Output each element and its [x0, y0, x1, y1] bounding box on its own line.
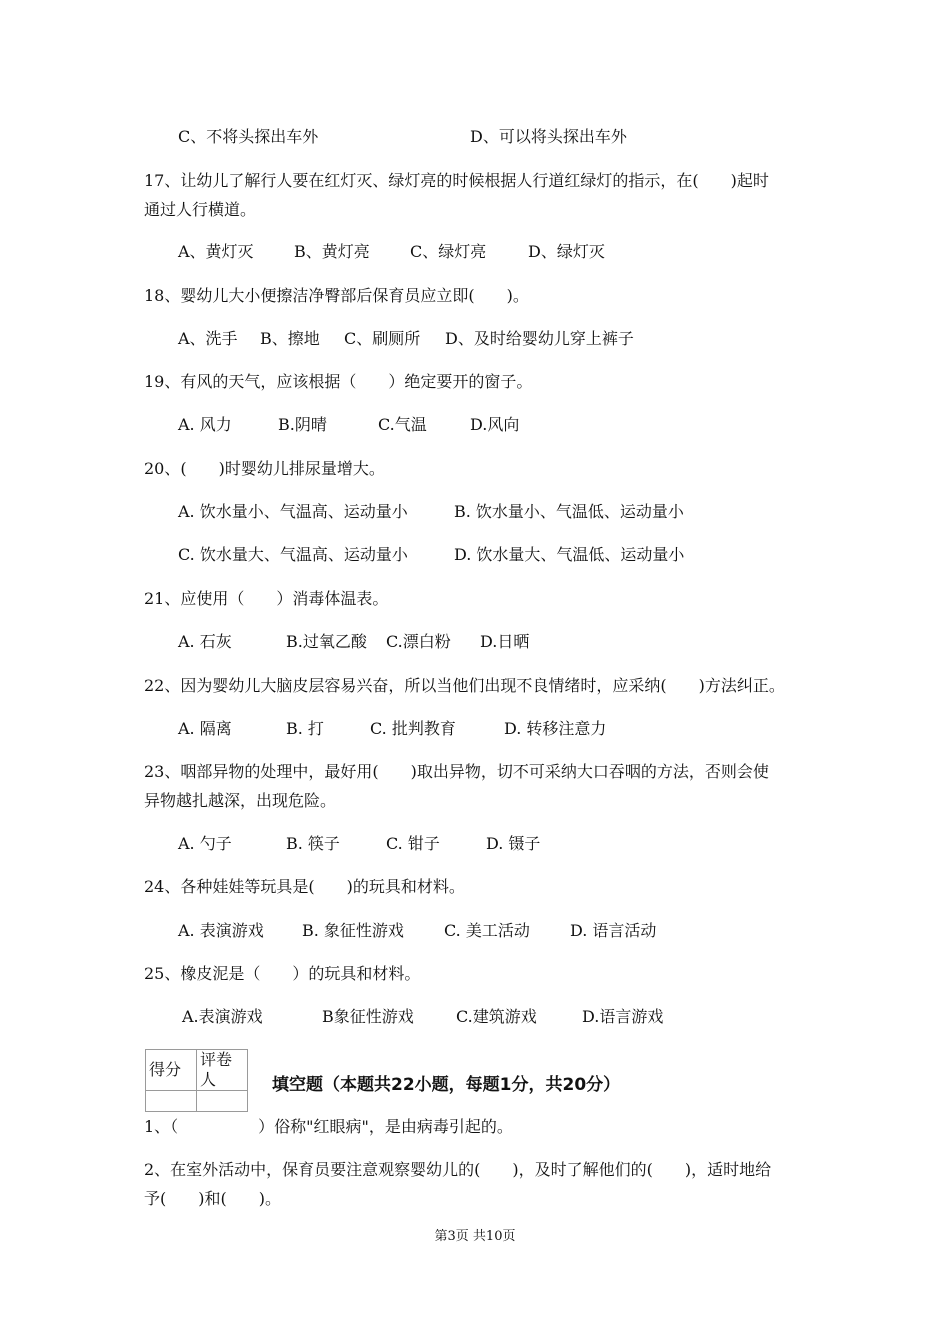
q18-text: 18、婴幼儿大小便擦洁净臀部后保育员应立即( )。 [144, 286, 529, 305]
q25-option-b: B象征性游戏 [322, 1007, 414, 1026]
score-label: 得分 [146, 1050, 197, 1091]
q18-option-b: B、擦地 [260, 329, 320, 348]
q23-text-line1: 23、咽部异物的处理中，最好用( )取出异物，切不可采纳大口吞咽的方法，否则会使 [144, 762, 769, 781]
score-cell [146, 1091, 197, 1112]
q18-option-a: A、洗手 [178, 329, 238, 348]
q24-option-d: D. 语言活动 [570, 921, 657, 940]
q19-option-c: C.气温 [378, 415, 427, 434]
q16-option-d: D、可以将头探出车外 [470, 127, 627, 146]
q21-option-a: A. 石灰 [178, 632, 232, 651]
q20-option-c: C. 饮水量大、气温高、运动量小 [178, 545, 408, 564]
q22-option-b: B. 打 [286, 719, 324, 738]
q20-option-b: B. 饮水量小、气温低、运动量小 [454, 502, 684, 521]
q17-option-b: B、黄灯亮 [294, 242, 370, 261]
q21-option-c: C.漂白粉 [386, 632, 451, 651]
q17-option-c: C、绿灯亮 [410, 242, 487, 261]
q23-text-line2: 异物越扎越深，出现危险。 [144, 791, 337, 810]
grader-cell [197, 1091, 248, 1112]
q22-option-a: A. 隔离 [178, 719, 232, 738]
q23-option-c: C. 钳子 [386, 834, 440, 853]
score-table [145, 1049, 248, 1112]
q25-text: 25、橡皮泥是（ ）的玩具和材料。 [144, 964, 421, 983]
q25-option-c: C.建筑游戏 [456, 1007, 537, 1026]
q20-text: 20、( )时婴幼儿排尿量增大。 [144, 459, 385, 478]
q23-option-a: A. 勺子 [178, 834, 232, 853]
q19-option-a: A. 风力 [178, 415, 232, 434]
q24-option-b: B. 象征性游戏 [302, 921, 404, 940]
q18-option-c: C、刷厕所 [344, 329, 421, 348]
q20-option-d: D. 饮水量大、气温低、运动量小 [454, 545, 685, 564]
q25-option-a: A.表演游戏 [182, 1007, 263, 1026]
q22-option-c: C. 批判教育 [370, 719, 456, 738]
q19-text: 19、有风的天气，应该根据（ ）绝定要开的窗子。 [144, 372, 533, 391]
fill1-text: 1、（ ）俗称"红眼病"，是由病毒引起的。 [144, 1117, 513, 1136]
q18-option-d: D、及时给婴幼儿穿上裤子 [445, 329, 634, 348]
q17-option-a: A、黄灯灭 [178, 242, 254, 261]
section-title: 填空题（本题共22小题，每题1分，共20分） [272, 1075, 621, 1095]
q25-option-d: D.语言游戏 [582, 1007, 664, 1026]
q24-option-c: C. 美工活动 [444, 921, 530, 940]
q17-option-d: D、绿灯灭 [528, 242, 605, 261]
q22-option-d: D. 转移注意力 [504, 719, 607, 738]
grader-label: 评卷人 [197, 1050, 248, 1091]
q17-text-line1: 17、让幼儿了解行人要在红灯灭、绿灯亮的时候根据人行道红绿灯的指示，在( )起时 [144, 171, 769, 190]
q21-option-d: D.日晒 [480, 632, 530, 651]
page-footer: 第3页 共10页 [434, 1229, 516, 1244]
q24-option-a: A. 表演游戏 [178, 921, 264, 940]
q22-text: 22、因为婴幼儿大脑皮层容易兴奋，所以当他们出现不良情绪时，应采纳( )方法纠正。 [144, 676, 785, 695]
q21-text: 21、应使用（ ）消毒体温表。 [144, 589, 389, 608]
q21-option-b: B.过氧乙酸 [286, 632, 367, 651]
q16-option-c: C、不将头探出车外 [178, 127, 319, 146]
q20-option-a: A. 饮水量小、气温高、运动量小 [178, 502, 408, 521]
q24-text: 24、各种娃娃等玩具是( )的玩具和材料。 [144, 877, 465, 896]
q17-text-line2: 通过人行横道。 [144, 200, 257, 219]
fill2-text-line2: 予( )和( )。 [144, 1189, 281, 1208]
q19-option-b: B.阴晴 [278, 415, 327, 434]
q19-option-d: D.风向 [470, 415, 520, 434]
q23-option-d: D. 镊子 [486, 834, 541, 853]
q23-option-b: B. 筷子 [286, 834, 340, 853]
fill2-text-line1: 2、在室外活动中，保育员要注意观察婴幼儿的( )，及时了解他们的( )，适时地给 [144, 1160, 772, 1179]
